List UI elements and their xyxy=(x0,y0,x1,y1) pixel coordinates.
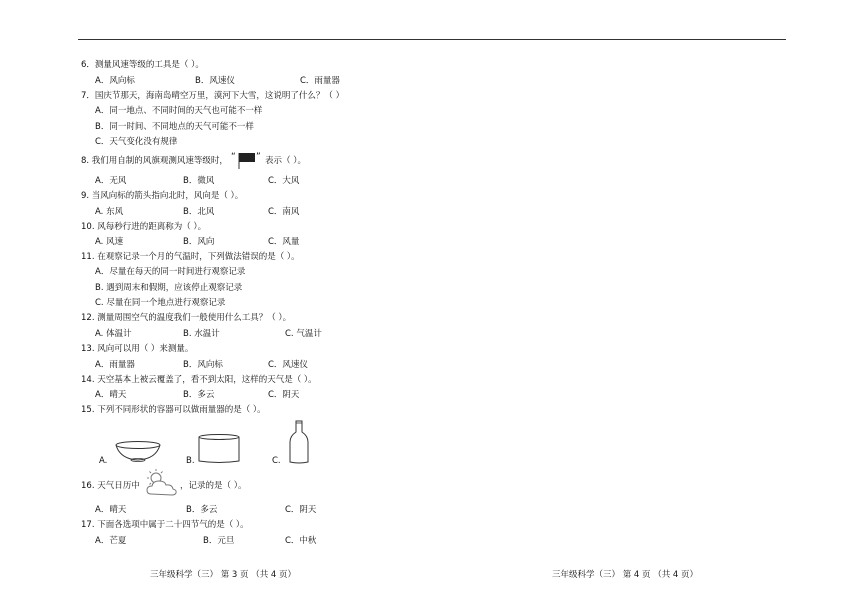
question-10-option-a: A. 风速 xyxy=(95,237,124,247)
question-11-option-a: A．尽量在每天的同一时间进行观察记录 xyxy=(95,267,246,277)
question-16-stem-before: 16. 天气日历中 xyxy=(81,481,140,491)
footer-left-page-number: 三年级科学（三） 第 3 页 （共 4 页） xyxy=(150,570,297,580)
question-17-option-c: C．中秋 xyxy=(285,536,317,546)
question-15-option-c: C. xyxy=(272,456,281,466)
question-15-option-a: A. xyxy=(99,456,108,466)
question-16-option-c: C．阴天 xyxy=(285,505,317,515)
question-17-option-b: B．元旦 xyxy=(203,536,235,546)
question-14-option-c: C．阴天 xyxy=(268,390,300,400)
question-9-option-b: B．北风 xyxy=(183,207,215,217)
question-13-stem: 13. 风向可以用（ ）来测量。 xyxy=(81,344,194,354)
svg-text:”: ” xyxy=(256,152,261,162)
question-16-option-b: B．多云 xyxy=(186,505,218,515)
question-11-stem: 11. 在观察记录一个月的气温时，下列做法错误的是（ ）。 xyxy=(81,252,300,262)
bottle-container-image xyxy=(288,420,310,464)
question-14-option-b: B．多云 xyxy=(183,390,215,400)
question-8-stem-before: 8. 我们用自制的风旗观测风速等级时， xyxy=(81,156,228,166)
question-10-option-c: C．风量 xyxy=(268,237,300,247)
bowl-container-image xyxy=(114,440,162,462)
question-12-option-a: A. 体温计 xyxy=(95,329,132,339)
question-16-option-a: A．晴天 xyxy=(95,505,127,515)
question-14-stem: 14. 天空基本上被云覆盖了，看不到太阳，这样的天气是（ ）。 xyxy=(81,375,317,385)
question-11-option-b: B. 遇到周末和假期，应该停止观察记录 xyxy=(95,283,243,293)
question-7-option-c: C．天气变化没有规律 xyxy=(95,137,178,147)
question-13-option-a: A．雨量器 xyxy=(95,360,135,370)
top-rule xyxy=(78,39,786,40)
question-13-option-b: B．风向标 xyxy=(183,360,223,370)
question-12-option-c: C. 气温计 xyxy=(285,329,322,339)
question-6-option-b: B．风速仪 xyxy=(195,76,235,86)
question-7-option-a: A．同一地点、不同时间的天气也可能不一样 xyxy=(95,106,263,116)
question-9-option-c: C．南风 xyxy=(268,207,300,217)
question-8-option-c: C．大风 xyxy=(268,176,300,186)
question-17-option-a: A．芒夏 xyxy=(95,536,127,546)
question-6-option-a: A．风向标 xyxy=(95,76,135,86)
question-8-option-b: B．微风 xyxy=(183,176,215,186)
question-10-option-b: B．风向 xyxy=(183,237,215,247)
question-10-stem: 10. 风每秒行进的距离称为（ ）。 xyxy=(81,222,207,232)
question-16-stem-after: ，记录的是（ ）。 xyxy=(180,481,247,491)
question-14-option-a: A．晴天 xyxy=(95,390,127,400)
footer-right-page-number: 三年级科学（三） 第 4 页 （共 4 页） xyxy=(552,570,699,580)
question-13-option-c: C．风速仪 xyxy=(268,360,308,370)
question-6-stem: 6．测量风速等级的工具是（ ）。 xyxy=(81,60,204,70)
question-6-option-c: C．雨量器 xyxy=(300,76,340,86)
question-12-stem: 12. 测量周围空气的温度我们一般使用什么工具？（ ）。 xyxy=(81,313,292,323)
question-7-stem: 7．国庆节那天，海南岛晴空万里，漠河下大雪，这说明了什么？（ ） xyxy=(81,91,345,101)
question-12-option-b: B. 水温计 xyxy=(183,329,220,339)
question-9-stem: 9. 当风向标的箭头指向北时，风向是（ ）。 xyxy=(81,191,244,201)
question-15-stem: 15. 下列不同形状的容器可以做雨量器的是（ ）。 xyxy=(81,405,266,415)
question-8-option-a: A．无风 xyxy=(95,176,127,186)
question-7-option-b: B．同一时间、不同地点的天气可能不一样 xyxy=(95,122,254,132)
question-17-stem: 17. 下面各选项中属于二十四节气的是（ ）。 xyxy=(81,520,249,530)
svg-text:“: “ xyxy=(231,152,236,162)
question-9-option-a: A. 东风 xyxy=(95,207,124,217)
question-8-stem-after: 表示（ ）。 xyxy=(265,156,306,166)
partly-cloudy-weather-icon xyxy=(143,468,181,498)
wind-flag-icon xyxy=(231,150,265,170)
question-15-option-b: B. xyxy=(186,456,195,466)
cylinder-container-image xyxy=(196,433,242,465)
question-11-option-c: C. 尽量在同一个地点进行观察记录 xyxy=(95,298,226,308)
